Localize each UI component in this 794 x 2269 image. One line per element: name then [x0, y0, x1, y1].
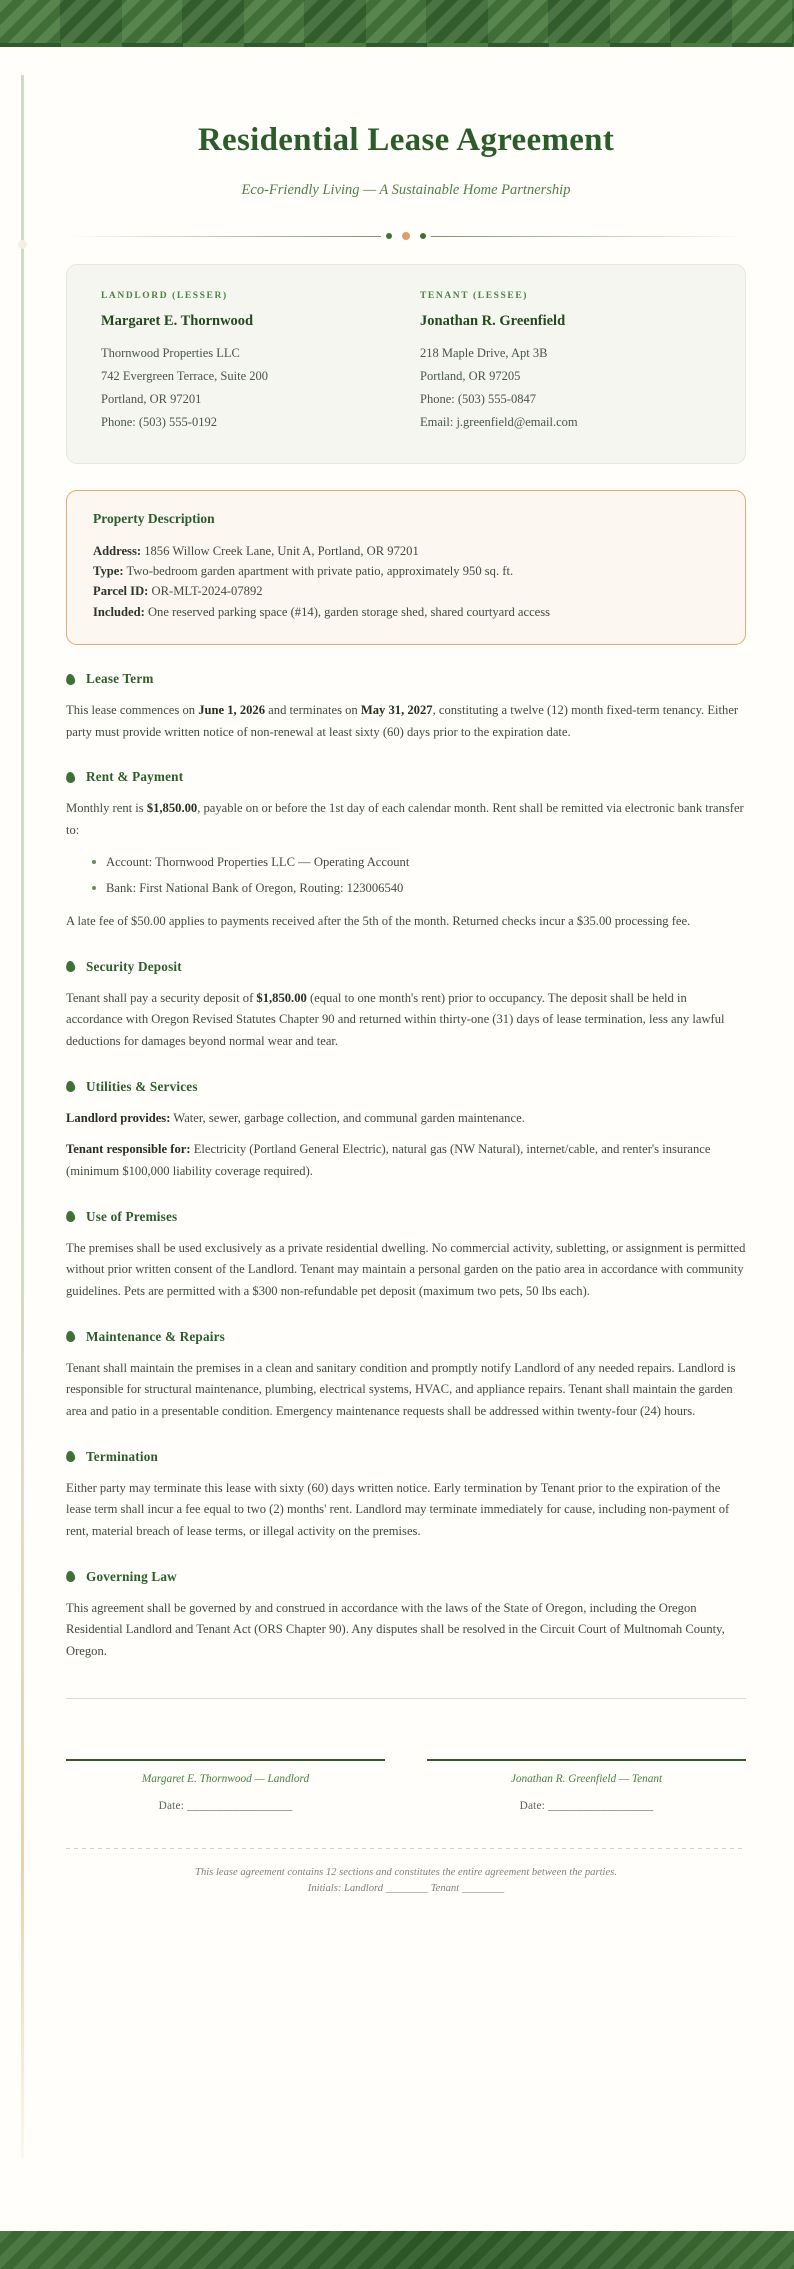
document-content — [0, 122, 794, 1894]
tenant-name: Jonathan R. Greenfield — [420, 313, 566, 329]
ornament-dot-green-right — [420, 233, 426, 239]
section-title-rent-payment: Rent & Payment — [86, 769, 184, 785]
property-address-row — [93, 541, 719, 561]
tenant-party-block — [420, 291, 711, 435]
rent-text-c: , payable on or before the 1st day of each calendar month. Rent shall be remitted via electronic bank transfer to: — [66, 801, 744, 838]
tenant-address-line: Portland, OR 97205 — [420, 369, 521, 384]
section-utilities-services — [66, 1079, 746, 1183]
page-title: Residential Lease Agreement — [197, 122, 615, 158]
leaf-icon — [65, 1330, 75, 1342]
leaf-icon — [65, 1570, 75, 1582]
section-lease-term — [66, 671, 746, 743]
tenant-responsible-label: Tenant responsible for: — [66, 1142, 191, 1157]
tenant-email: Email: j.greenfield@email.com — [420, 415, 578, 430]
section-header — [66, 1329, 746, 1345]
landlord-signature-label: Margaret E. Thornwood — Landlord — [141, 1773, 310, 1786]
termination-paragraph: Either party may terminate this lease with sixty (60) days written notice. Early termination by Tenant prior to the expiration of the lease term shall incur a fee equal to two (2) months' rent. Landlord may terminate immediately for cause, including non-payment of rent, material breach of lease terms, or illegal activity on the premises. — [66, 1480, 730, 1538]
deposit-text-c: (equal to one month's rent) prior to occupancy. The deposit shall be held in accordance with Oregon Revised Statutes Chapter 90 and returned within thirty-one (31) days of lease termination, less any lawful deductions for damages beyond normal wear and tear. — [66, 990, 725, 1048]
section-header — [66, 1449, 746, 1465]
tenant-signature-column — [427, 1759, 746, 1812]
property-included-label: Included: — [93, 604, 145, 619]
security-deposit-paragraph — [66, 988, 746, 1053]
landlord-signature-line[interactable] — [66, 1759, 385, 1761]
security-deposit-amount: $1,850.00 — [256, 990, 307, 1005]
lease-term-text-a: This lease commences on — [66, 703, 199, 718]
property-type-row — [93, 561, 719, 581]
section-header — [66, 1209, 746, 1225]
property-address-value: 1856 Willow Creek Lane, Unit A, Portland, OR 97201 — [141, 543, 419, 558]
section-title-utilities: Utilities & Services — [86, 1078, 198, 1094]
section-header — [66, 671, 746, 687]
property-included-row — [93, 602, 719, 622]
tenant-role-label: TENANT (LESSEE) — [420, 291, 529, 301]
landlord-provides-label: Landlord provides: — [66, 1110, 171, 1125]
leaf-icon — [65, 771, 75, 783]
lease-term-paragraph — [66, 700, 746, 743]
page-subtitle: Eco-Friendly Living — A Sustainable Home Partnership — [241, 182, 571, 198]
leaf-icon — [65, 673, 75, 685]
parties-card — [66, 264, 746, 464]
signature-block — [66, 1759, 746, 1812]
ornament-dot-orange — [402, 232, 410, 240]
lease-term-text-e: , constituting a twelve (12) month fixed-term tenancy. Either party must provide written notice of non-renewal at least sixty (60) days prior to the expiration date. — [66, 703, 739, 739]
section-title-lease-term: Lease Term — [86, 671, 154, 687]
rent-paragraph — [66, 798, 746, 841]
signature-separator — [66, 1698, 746, 1699]
lease-start-date: June 1, 2026 — [198, 703, 266, 718]
property-description-title: Property Description — [93, 510, 215, 526]
landlord-address-line: Thornwood Properties LLC — [101, 346, 240, 360]
ornamental-divider — [66, 230, 746, 242]
leaf-icon — [65, 1081, 75, 1093]
section-security-deposit — [66, 959, 746, 1053]
property-description-card — [66, 490, 746, 646]
section-title-maintenance: Maintenance & Repairs — [86, 1328, 225, 1344]
tenant-signature-line[interactable] — [427, 1759, 746, 1761]
tenant-signature-label: Jonathan R. Greenfield — Tenant — [510, 1773, 663, 1786]
landlord-date-field[interactable]: Date: __________________ — [158, 1800, 293, 1813]
footer-note: This lease agreement contains 12 sections and constitutes the entire agreement between the parties. — [195, 1867, 617, 1879]
section-use-of-premises — [66, 1209, 746, 1303]
leaf-icon — [65, 1450, 75, 1462]
leaf-icon — [65, 1211, 75, 1223]
leaf-icon — [65, 961, 75, 973]
landlord-name: Margaret E. Thornwood — [101, 313, 254, 329]
section-header — [66, 959, 746, 975]
section-title-use-of-premises: Use of Premises — [86, 1208, 178, 1224]
property-type-value: Two-bedroom garden apartment with private patio, approximately 950 sq. ft. — [123, 563, 514, 578]
property-parcel-label: Parcel ID: — [93, 584, 149, 599]
list-item: Account: Thornwood Properties LLC — Operating Account — [92, 852, 746, 874]
tenant-phone: Phone: (503) 555-0847 — [420, 392, 536, 407]
maintenance-paragraph: Tenant shall maintain the premises in a clean and sanitary condition and promptly notify Landlord of any needed repairs. Landlord is responsible for structural maintenance, plumbing, electrical systems, HVAC, and appliance repairs. Tenant shall maintain the garden area and patio in a presentable condition. Emergency maintenance requests shall be addressed within twenty-four (24) hours. — [66, 1360, 736, 1418]
section-rent-payment — [66, 769, 746, 932]
section-maintenance-repairs — [66, 1329, 746, 1423]
lease-end-date: May 31, 2027 — [360, 703, 433, 718]
deposit-text-a: Tenant shall pay a security deposit of — [66, 990, 257, 1005]
landlord-party-block — [101, 291, 392, 435]
list-item: Bank: First National Bank of Oregon, Routing: 123006540 — [92, 878, 746, 900]
late-fee-paragraph: A late fee of $50.00 applies to payments received after the 5th of the month. Returned checks incur a $35.00 processing fee. — [66, 914, 691, 928]
tenant-utilities-paragraph — [66, 1139, 746, 1182]
property-parcel-row — [93, 581, 719, 601]
governing-law-paragraph: This agreement shall be governed by and construed in accordance with the laws of the State of Oregon, including the Oregon Residential Landlord and Tenant Act (ORS Chapter 90). Any disputes shall be resolved in the Circuit Court of Multnomah County, Oregon. — [66, 1600, 725, 1658]
landlord-utilities-paragraph — [66, 1108, 746, 1130]
section-header — [66, 769, 746, 785]
property-address-label: Address: — [93, 543, 142, 558]
decorative-bottom-banner — [0, 2231, 794, 2269]
footer-initials[interactable]: Initials: Landlord ________ Tenant ________ — [307, 1882, 505, 1894]
ornament-dot-green-left — [386, 233, 392, 239]
rent-text-a: Monthly rent is — [66, 801, 147, 816]
landlord-address-line: Portland, OR 97201 — [101, 392, 202, 407]
section-header — [66, 1569, 746, 1585]
section-title-security-deposit: Security Deposit — [86, 958, 182, 974]
landlord-role-label: LANDLORD (LESSER) — [101, 291, 228, 301]
monthly-rent-amount: $1,850.00 — [146, 801, 198, 816]
section-header — [66, 1079, 746, 1095]
section-termination — [66, 1449, 746, 1543]
section-title-termination: Termination — [86, 1448, 159, 1464]
payment-details-list — [66, 852, 746, 900]
tenant-address-line: 218 Maple Drive, Apt 3B — [420, 346, 548, 360]
ornament-line-left — [66, 236, 381, 237]
landlord-provides-value: Water, sewer, garbage collection, and communal garden maintenance. — [170, 1110, 525, 1125]
lease-term-text-c: and terminates on — [265, 703, 361, 718]
decorative-top-banner — [0, 0, 794, 47]
section-title-governing-law: Governing Law — [86, 1568, 177, 1584]
tenant-date-field[interactable]: Date: __________________ — [519, 1800, 654, 1813]
landlord-phone: Phone: (503) 555-0192 — [101, 415, 217, 430]
landlord-signature-column — [66, 1759, 385, 1812]
tenant-responsible-value: Electricity (Portland General Electric), natural gas (NW Natural), internet/cable, and renter's insurance (minimum $100,000 liability coverage required). — [66, 1142, 711, 1178]
property-included-value: One reserved parking space (#14), garden storage shed, shared courtyard access — [144, 604, 551, 619]
landlord-address-line: 742 Evergreen Terrace, Suite 200 — [101, 369, 269, 384]
footer-separator — [66, 1848, 746, 1849]
ornament-line-right — [431, 236, 746, 237]
section-governing-law — [66, 1569, 746, 1663]
property-parcel-value: OR-MLT-2024-07892 — [148, 584, 263, 599]
property-type-label: Type: — [93, 563, 124, 578]
use-of-premises-paragraph: The premises shall be used exclusively as a private residential dwelling. No commercial activity, subletting, or assignment is permitted without prior written consent of the Landlord. Tenant may maintain a personal garden on the patio area in accordance with community guidelines. Pets are permitted with a $300 non-refundable pet deposit (maximum two pets, 50 lbs each). — [66, 1240, 746, 1298]
